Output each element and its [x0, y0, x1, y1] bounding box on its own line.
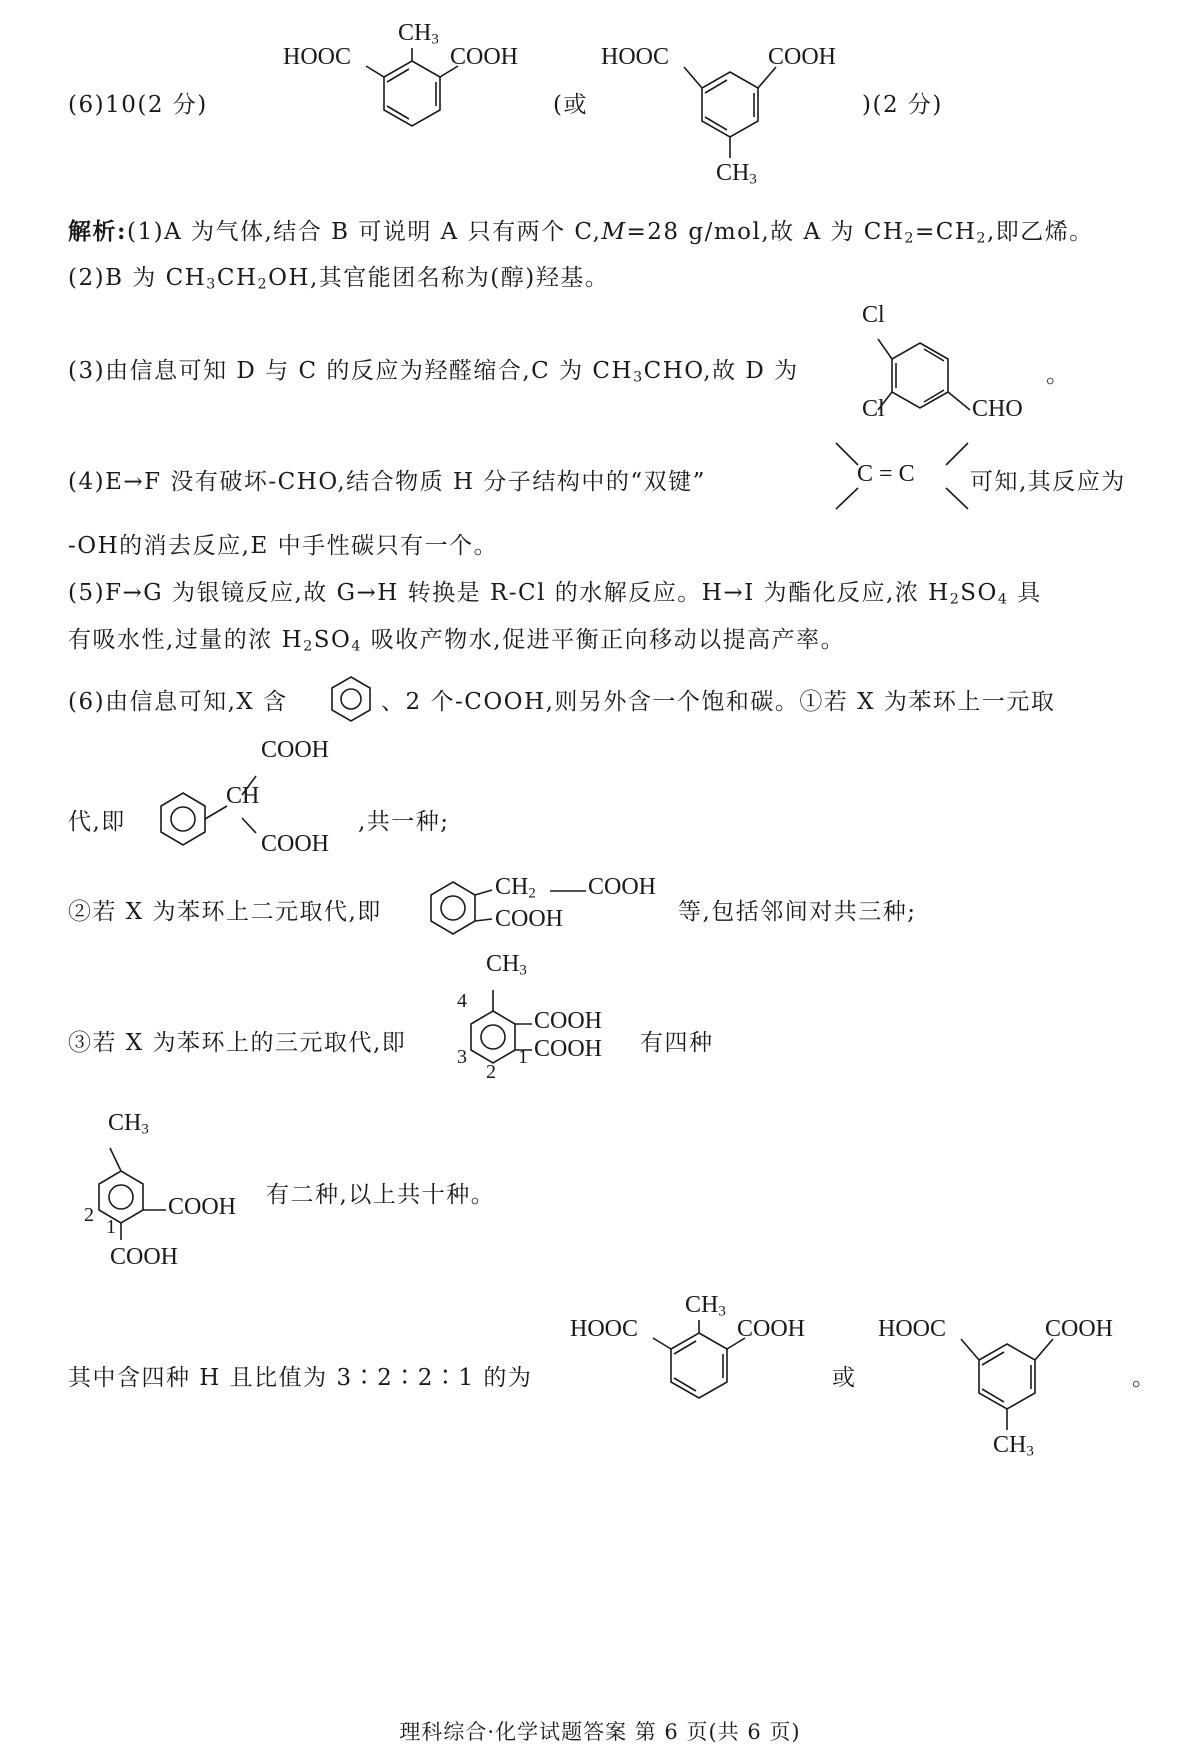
chem-label: $CH_3$ — [993, 1432, 1034, 1460]
analysis-line-10: 其中含四种 H 且比值为 3∶2∶2∶1 的为 — [68, 1365, 533, 1391]
chem-label: COOH — [737, 1316, 806, 1342]
text-fragment: ,共一种; — [358, 809, 450, 835]
chem-label: COOH — [261, 831, 330, 857]
chem-label: $CH_3$ — [716, 160, 757, 188]
chem-label: CH — [226, 783, 260, 809]
chem-label: 4 — [457, 990, 467, 1012]
text-fragment: 。 — [1132, 1365, 1157, 1391]
chem-label: COOH — [1045, 1316, 1114, 1342]
chem-label: C = C — [857, 461, 915, 487]
chem-label: $CH_3$ — [108, 1110, 149, 1138]
text-fragment: 。 — [1046, 362, 1071, 388]
chem-label: COOH — [261, 737, 330, 763]
chem-label: Cl — [862, 302, 885, 328]
analysis-line-7: ②若 X 为苯环上二元取代,即 — [68, 899, 382, 925]
benzene-ring-b2 — [979, 1344, 1035, 1409]
text-fragment: 有四种 — [640, 1030, 714, 1056]
page-footer: 理科综合·化学试题答案 第 6 页(共 6 页) — [399, 1720, 801, 1744]
chem-label: HOOC — [878, 1316, 947, 1342]
benzene-ring-a1 — [384, 61, 440, 126]
chem-label: CHO — [972, 396, 1023, 422]
chem-label: COOH — [588, 874, 657, 900]
chem-label: COOH — [534, 1036, 603, 1062]
q6-answer-close: )(2 分) — [862, 92, 943, 118]
text-fragment: 代,即 — [68, 809, 126, 835]
chem-label: HOOC — [570, 1316, 639, 1342]
analysis-line-2: (2)B 为 $CH_3CH_2OH$,其官能团名称为(醇)羟基。 — [68, 265, 610, 293]
chem-label: Cl — [862, 396, 885, 422]
analysis-line-5b: 有吸水性,过量的浓 $H_2SO_4$ 吸收产物水,促进平衡正向移动以提高产率。 — [68, 627, 846, 655]
analysis-line-1: 解析:(1)A 为气体,结合 B 可说明 A 只有两个 C,M=28 g/mol,故 A 为 $CH_2=CH_2$,即乙烯。 — [68, 218, 1094, 247]
analysis-line-8: ③若 X 为苯环上的三元取代,即 — [68, 1030, 407, 1056]
chem-label: 1 — [518, 1046, 528, 1068]
chem-label: $CH_3$ — [685, 1292, 726, 1320]
analysis-line-6: (6)由信息可知,X 含 — [68, 689, 288, 715]
text-fragment: 可知,其反应为 — [970, 469, 1126, 495]
analysis-line-5: (5)F→G 为银镜反应,故 G→H 转换是 R-Cl 的水解反应。H→I 为酯化反应,浓 $H_2SO_4$ 具 — [68, 580, 1042, 608]
chem-label: COOH — [768, 44, 837, 70]
chem-label: $CH_2$ — [495, 874, 536, 902]
analysis-line-4: (4)E→F 没有破坏-CHO,结合物质 H 分子结构中的“双键” — [68, 469, 706, 495]
chem-label: COOH — [534, 1008, 603, 1034]
chem-label: COOH — [110, 1244, 179, 1270]
text-fragment: 、2 个-COOH,则另外含一个饱和碳。①若 X 为苯环上一元取 — [381, 689, 1056, 715]
chem-label: HOOC — [283, 44, 352, 70]
analysis-line-4b: -OH的消去反应,E 中手性碳只有一个。 — [68, 533, 499, 559]
chem-label: COOH — [450, 44, 519, 70]
chem-label: $CH_3$ — [398, 20, 439, 48]
chem-label: 3 — [457, 1046, 467, 1068]
chem-label: COOH — [495, 906, 564, 932]
analysis-label: 解析: — [68, 218, 127, 245]
benzene-ring-b1 — [702, 72, 758, 137]
benzene-ring-a2 — [671, 1333, 727, 1398]
chem-label: 1 — [106, 1216, 116, 1238]
q6-answer-or: (或 — [553, 92, 588, 118]
chem-label: $CH_3$ — [486, 951, 527, 979]
text-fragment: 或 — [832, 1365, 857, 1391]
text-fragment: 等,包括邻间对共三种; — [678, 899, 917, 925]
chem-label: HOOC — [601, 44, 670, 70]
analysis-line-3: (3)由信息可知 D 与 C 的反应为羟醛缩合,C 为 $CH_3CHO$,故 D 为 — [68, 358, 799, 386]
benzene-ring-d — [892, 343, 948, 408]
analysis-line-9: 有二种,以上共十种。 — [266, 1182, 496, 1208]
chem-label: COOH — [168, 1194, 237, 1220]
q6-answer-number: (6)10(2 分) — [68, 92, 208, 118]
chem-label: 2 — [486, 1061, 496, 1083]
chem-label: 2 — [84, 1204, 94, 1226]
